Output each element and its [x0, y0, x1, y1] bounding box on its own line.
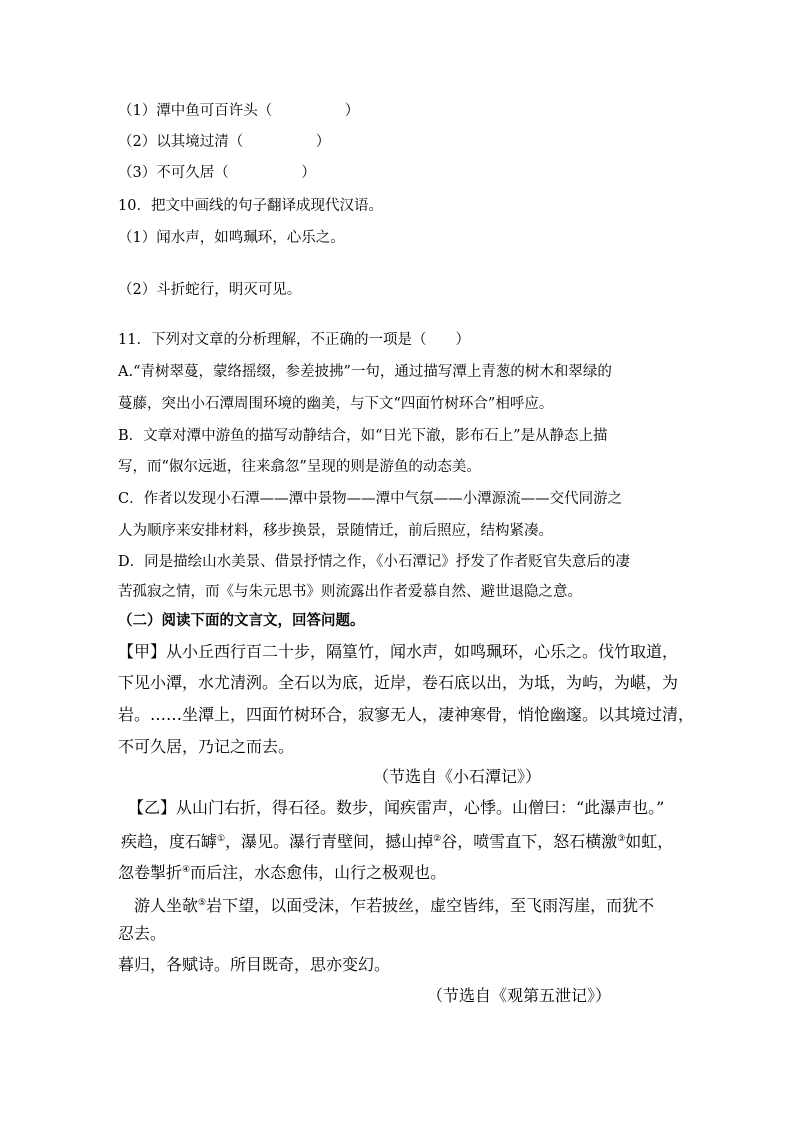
yi-line-5: 忍去。 [118, 924, 167, 943]
yi-line-3-a: 忽卷掣折 [118, 863, 183, 882]
jia-line-4: 不可久居，乃记之而去。 [118, 737, 295, 756]
q10-item-2: （2）斗折蛇行，明灭可见。 [118, 282, 302, 298]
q10-stem: 10．把文中画线的句子翻译成现代汉语。 [118, 198, 383, 214]
q9-item-1: （1）潭中鱼可百许头（ ） [118, 103, 360, 119]
yi-line-4-a: 游人坐欹 [134, 896, 199, 915]
section-heading: （二）阅读下面的文言文，回答问题。 [118, 612, 365, 629]
q11-line-3: B．文章对潭中游鱼的描写动静结合，如“日光下澈，影布石上”是从静态上描 [118, 428, 608, 444]
footnote-marker-2: ② [433, 834, 442, 844]
q11-stem: 11．下列对文章的分析理解，不正确的一项是（ ） [118, 332, 470, 348]
q9-item-3: （3）不可久居（ ） [118, 165, 316, 181]
q11-line-4: 写，而“俶尔远逝，往来翕忽”呈现的则是游鱼的动态美。 [118, 459, 481, 475]
yi-source: （节选自《观第五泄记》） [427, 986, 612, 1005]
q11-line-6: 人为顺序来安排材料，移步换景，景随情迁，前后照应，结构紧凑。 [118, 523, 553, 539]
yi-line-2-a: 疾趋，度石罅 [121, 832, 218, 851]
yi-line-1: 【乙】从山门右折，得石径。数步，闻疾雷声，心悸。山僧曰：“此瀑声也。” [128, 798, 665, 817]
yi-line-6: 暮归，各赋诗。所目既奇，思亦变幻。 [118, 955, 391, 974]
yi-line-4-b: 岩下望，以面受沫，乍若披丝，虚空皆纬，至飞雨泻崖，而犹不 [206, 896, 655, 915]
jia-source: （节选自《小石潭记》） [373, 767, 542, 786]
q11-line-1: A.“青树翠蔓，蒙络摇缀，参差披拂”一句，通过描写潭上青葱的树木和翠绿的 [118, 364, 612, 380]
jia-line-1: 【甲】从小丘西行百二十步，隔篁竹，闻水声，如鸣珮环，心乐之。伐竹取道， [118, 642, 679, 661]
q11-line-7: D．同是描绘山水美景、借景抒情之作，《小石潭记》抒发了作者贬官失意后的凄 [118, 554, 630, 570]
jia-line-2: 下见小潭，水尤清洌。全石以为底，近岸，卷石底以出，为坻，为屿，为嵁，为 [118, 673, 679, 692]
footnote-marker-3: ③ [617, 834, 626, 844]
yi-line-4 [134, 893, 654, 916]
q11-line-5: C．作者以发现小石潭——潭中景物——潭中气氛——小潭源流——交代同游之 [118, 491, 623, 507]
footnote-marker-4: ④ [182, 865, 191, 875]
yi-line-2 [121, 829, 673, 852]
yi-line-2-c: 谷，喷雪直下，怒石横激 [441, 832, 618, 851]
yi-line-2-b: ，瀑见。瀑行青壁间，撼山掉 [225, 832, 434, 851]
q9-item-2: （2）以其境过清（ ） [118, 134, 331, 150]
yi-line-2-d: 如虹， [625, 832, 674, 851]
q11-line-2: 蔓藤，突出小石潭周围环境的幽美，与下文“四面竹树环合”相呼应。 [118, 396, 554, 412]
q11-line-8: 苦孤寂之情，而《与朱元思书》则流露出作者爱慕自然、避世退隐之意。 [118, 584, 582, 600]
footnote-marker-5: ⑤ [198, 898, 207, 908]
yi-line-3-b: 而后注，水态愈伟，山行之极观也。 [190, 863, 447, 882]
yi-line-3 [118, 860, 446, 883]
jia-line-3: 岩。……坐潭上，四面竹树环合，寂寥无人，凄神寒骨，悄怆幽邃。以其境过清， [118, 705, 695, 724]
q10-item-1: （1）闻水声，如鸣珮环，心乐之。 [118, 230, 345, 246]
footnote-marker-1: ① [217, 834, 226, 844]
